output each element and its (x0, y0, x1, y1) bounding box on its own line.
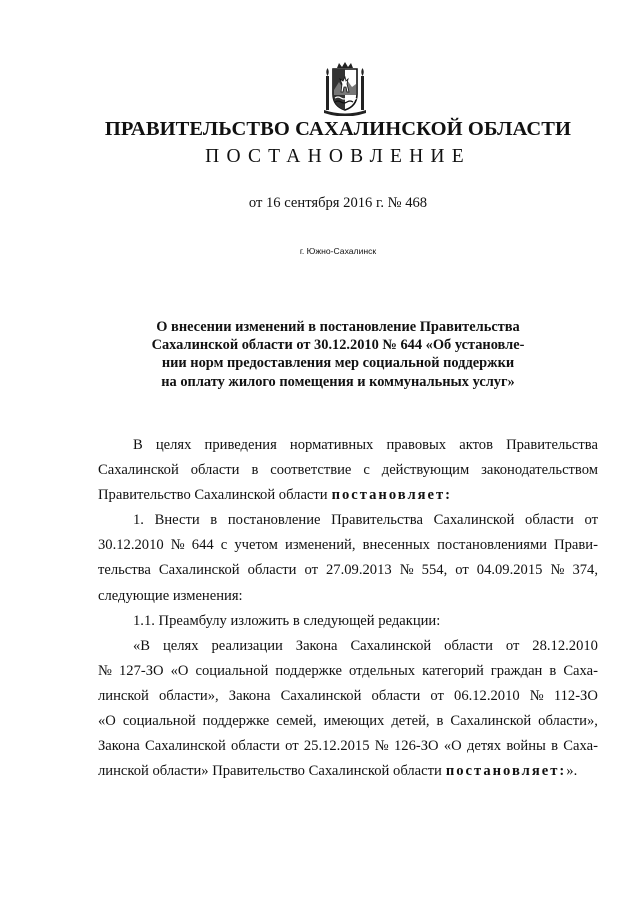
body-word: «О (170, 662, 189, 679)
body-word: тельства (98, 562, 151, 579)
body-word: Правительства (506, 437, 598, 453)
body-line (98, 584, 598, 609)
body-word: в (251, 462, 259, 479)
body-word: Закона (295, 637, 338, 654)
decree-keyword: постановляет: (331, 487, 453, 504)
body-word: детях (466, 738, 502, 755)
body-line (98, 734, 598, 759)
body-word: семей, (276, 713, 317, 730)
body-word: Сахалинской (280, 687, 362, 704)
document-body (98, 433, 598, 784)
subject-line: на оплату жилого помещения и коммунальных услуг» (161, 373, 515, 390)
body-word: социальной (122, 713, 196, 730)
body-line (98, 634, 598, 659)
body-word: Внести (154, 512, 200, 529)
body-word: области (371, 687, 421, 704)
body-line (98, 759, 598, 784)
body-text: следующие изменения: (98, 587, 243, 604)
body-word: «О (98, 713, 116, 730)
body-line (98, 483, 598, 508)
body-word: категорий (422, 662, 484, 679)
body-word: правовых (386, 437, 447, 453)
body-word: Прави- (554, 537, 598, 554)
body-word: Сахалинской (158, 562, 240, 579)
body-text: 1.1. Преамбулу изложить в следующей редакции: (133, 612, 441, 629)
body-word: целях (155, 437, 192, 453)
body-word: № (374, 738, 389, 755)
subject-line: нии норм предоставления мер социальной поддержки (161, 355, 515, 372)
body-word: внесенных (362, 537, 430, 554)
body-word: 1. (133, 512, 144, 529)
body-word: 27.09.2013 (326, 562, 392, 579)
document-city: г. Южно-Сахалинск (299, 246, 377, 256)
body-word: Закона (228, 687, 271, 704)
body-word: линской (98, 687, 149, 704)
body-word: действующим (381, 462, 470, 479)
sakhalin-coat-of-arms-icon (318, 62, 372, 116)
body-word: от (304, 562, 318, 579)
body-word: от (584, 512, 598, 529)
body-word: области (190, 462, 240, 479)
body-word: от (455, 562, 469, 579)
body-word: 04.09.2015 (476, 562, 543, 579)
body-word: Сахалинской (350, 637, 432, 654)
body-word: социальной (195, 662, 269, 679)
body-word: от (505, 637, 520, 654)
body-word: № (98, 662, 112, 679)
body-word: Сахалинской (145, 738, 226, 755)
body-word: 112-ЗО (553, 687, 598, 704)
body-word: № (399, 562, 414, 579)
body-word: поддержке (202, 713, 270, 730)
body-word: № (170, 537, 185, 554)
body-word: в (551, 738, 559, 755)
body-line (98, 659, 598, 684)
body-word: законодательством (481, 462, 598, 479)
body-word: 126-ЗО (393, 738, 439, 755)
body-word: граждан (490, 662, 543, 679)
decree-keyword: постановляет: (445, 763, 567, 780)
body-word: учетом (234, 537, 278, 554)
body-word: «В (133, 637, 151, 654)
body-word: 25.12.2015 (303, 738, 370, 755)
body-word: приведения (204, 437, 277, 453)
body-line (98, 558, 598, 583)
body-word: Сахалинской (450, 713, 532, 730)
document-date-number: от 16 сентября 2016 г. № 468 (248, 195, 428, 211)
body-line (98, 458, 598, 483)
body-word: области», (538, 713, 598, 730)
body-word: от (430, 687, 444, 704)
subject-line: Сахалинской области от 30.12.2010 № 644 «Об установле- (151, 337, 525, 354)
body-word: области», (158, 687, 219, 704)
body-word: 06.12.2010 (454, 687, 520, 704)
body-word: Правительства (331, 512, 423, 529)
body-word: Саха- (563, 738, 598, 755)
body-word: № (550, 562, 565, 579)
body-line (98, 709, 598, 734)
body-word: целях (162, 637, 199, 654)
body-word: нормативных (289, 437, 374, 453)
body-word: постановлениями (437, 537, 547, 554)
body-word: в (436, 713, 444, 730)
body-line (98, 533, 598, 558)
body-word: с (220, 537, 228, 554)
body-word: Саха- (563, 662, 598, 679)
body-word: актов (459, 437, 493, 453)
body-word: 28.12.2010 (532, 637, 598, 654)
body-word: в (549, 662, 557, 679)
document-subject (0, 318, 640, 391)
body-text: ». (566, 763, 578, 780)
body-word: области (247, 562, 297, 579)
body-word: Закона (98, 738, 140, 755)
body-word: детей, (391, 713, 430, 730)
body-line (98, 609, 598, 634)
body-word: В (133, 437, 143, 453)
body-text: линской области» Правительство Сахалинской области (98, 763, 442, 780)
body-word: области (525, 512, 574, 529)
body-word: войны (506, 738, 546, 755)
government-title: ПРАВИТЕЛЬСТВО САХАЛИНСКОЙ ОБЛАСТИ (104, 118, 572, 140)
body-word: изменений, (285, 537, 356, 554)
body-word: «О (443, 738, 462, 755)
body-word: в (210, 512, 218, 529)
body-word: 127-ЗО (118, 662, 164, 679)
body-text: Правительство Сахалинской области (98, 487, 328, 504)
body-line (98, 684, 598, 709)
body-line (98, 508, 598, 533)
body-word: 374, (572, 562, 598, 579)
body-word: реализации (211, 637, 283, 654)
body-word: поддержке (275, 662, 342, 679)
body-line (98, 433, 598, 458)
body-word: от (285, 738, 299, 755)
body-word: Сахалинской (433, 512, 515, 529)
body-word: соответствие (270, 462, 352, 479)
body-word: с (363, 462, 370, 479)
body-word: отдельных (349, 662, 416, 679)
body-word: 644 (191, 537, 214, 554)
body-word: имеющих (323, 713, 385, 730)
body-word: 554, (421, 562, 448, 579)
body-word: № (529, 687, 544, 704)
body-word: 30.12.2010 (98, 537, 164, 554)
body-word: области (231, 738, 280, 755)
body-word: области (444, 637, 493, 654)
body-word: постановление (227, 512, 321, 529)
subject-line: О внесении изменений в постановление Правительства (156, 319, 520, 335)
document-type: ПОСТАНОВЛЕНИЕ (205, 146, 471, 167)
body-word: Сахалинской (98, 462, 179, 479)
